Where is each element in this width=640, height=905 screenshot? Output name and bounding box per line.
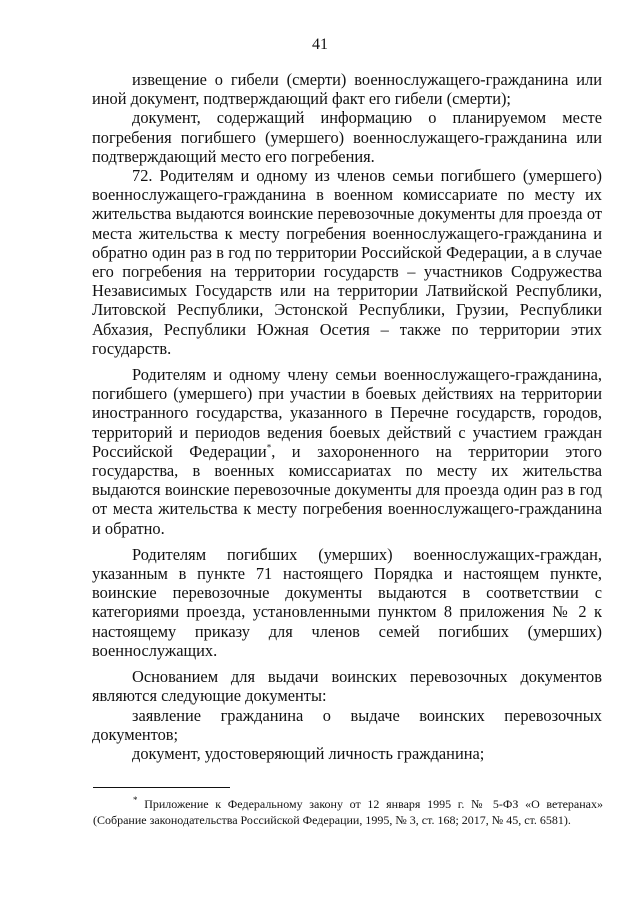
footnote-mark: * (133, 795, 138, 805)
page-number: 41 (312, 36, 328, 53)
footnote (93, 796, 603, 828)
footnote-reference: * (266, 442, 272, 453)
paragraph-combat-deaths-part2: , и захороненного на территории этого государства, в военных комиссариатах по месту их жительства выдаются воинские перевозочные документы для проезда один раз в год от места жительства к месту погребения военнослужащего-гражданина и обратно. (92, 441, 602, 538)
footnote-divider (93, 787, 230, 788)
paragraph-burial-place-document: документ, содержащий информацию о планируемом месте погребения погибшего (умершего) военнослужащего-гражданина или подтверждающий место его погребения. (92, 108, 602, 166)
paragraph-notice-of-death: извещение о гибели (смерти) военнослужащего-гражданина или иной документ, подтверждающий факт его гибели (смерти); (92, 70, 602, 109)
paragraph-parents-categories: Родителям погибших (умерших) военнослужащих-граждан, указанным в пункте 71 настоящего Порядка и настоящем пункте, воинские перевозочные документы выдаются в соответствии с категориями проезда, установленными пунктом 8 приложения № 2 к настоящему приказу для членов семей погибших (умерших) военнослужащих. (92, 544, 602, 660)
paragraph-combat-deaths (92, 365, 602, 538)
paragraph-basis-documents: Основанием для выдачи воинских перевозочных документов являются следующие документы: (92, 667, 602, 706)
paragraph-combat-deaths-part1: Родителям и одному члену семьи военнослужащего-гражданина, погибшего (умершего) при участии в боевых действиях на территории иностранного государства, указанного в Перечне государств, городов, территорий и периодов ведения боевых действий с участием граждан Российской Федерации (92, 365, 602, 461)
footnote-text: Приложение к Федеральному закону от 12 января 1995 г. № 5-ФЗ «О ветеранах» (Собрание законодательства Российской Федерации, 1995, № 3, ст. 168; 2017, № 45, ст. 6581). (93, 797, 603, 827)
paragraph-application: заявление гражданина о выдаче воинских перевозочных документов; (92, 705, 602, 744)
body-text (92, 70, 602, 763)
paragraph-72: 72. Родителям и одному из членов семьи погибшего (умершего) военнослужащего-гражданина в военном комиссариате по месту их жительства выдаются воинские перевозочные документы для проезда от места жительства к месту погребения военнослужащего-гражданина и обратно один раз в год по территории Российской Федерации, а в случае его погребения на территории государств – участников Содружества Независимых Государств или на территории Латвийской Республики, Литовской Республики, Эстонской Республики, Грузии, Республики Абхазия, Республики Южная Осетия – также по территории этих государств. (92, 166, 602, 358)
paragraph-identity-document: документ, удостоверяющий личность гражданина; (132, 743, 485, 763)
